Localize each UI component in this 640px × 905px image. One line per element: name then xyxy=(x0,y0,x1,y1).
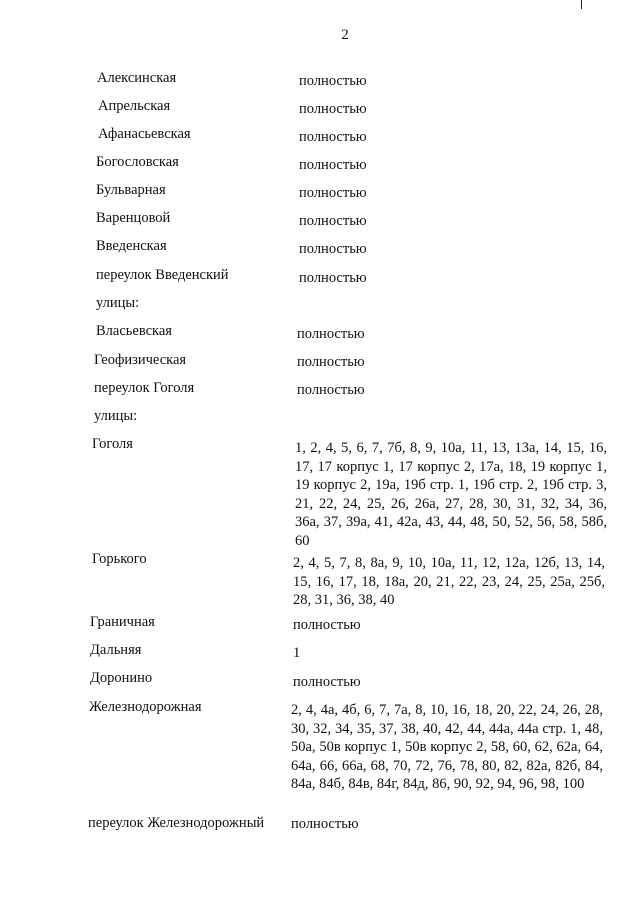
street-name: улицы: xyxy=(96,295,140,311)
street-name: Горького xyxy=(92,551,147,567)
house-numbers: полностью xyxy=(299,270,367,286)
house-numbers: 1, 2, 4, 5, 6, 7, 7б, 8, 9, 10а, 11, 13, 13а, 14, 15, 16, 17, 17 корпус 1, 17 корпус 2, 17а, 18, 19 корпус 1, 19 корпус 2, 19а, 19б стр. 1, 19б стр. 2, 19б стр. 3, 21, 22, 24, 25, 26, 26а, 27, 28, 30, 31, 32, 34, 36, 36а, 37, 39а, 41, 42а, 43, 44, 48, 50, 52, 56, 58, 58б, 60 xyxy=(295,440,607,549)
street-name: Геофизическая xyxy=(94,352,187,368)
house-numbers: полностью xyxy=(299,129,367,145)
street-name: Доронино xyxy=(90,670,153,686)
house-numbers: полностью xyxy=(299,157,367,173)
page-number: 2 xyxy=(341,27,349,43)
street-name: переулок Железнодорожный xyxy=(88,815,265,831)
street-name: Апрельская xyxy=(98,98,171,114)
street-name: переулок Введенский xyxy=(96,267,229,283)
house-numbers: полностью xyxy=(297,354,365,370)
house-numbers: полностью xyxy=(299,213,367,229)
street-name: Железнодорожная xyxy=(89,699,202,715)
house-numbers: 1 xyxy=(293,645,301,661)
house-numbers: полностью xyxy=(299,73,367,89)
street-name: Власьевская xyxy=(96,323,172,339)
house-numbers: 2, 4, 5, 7, 8, 8а, 9, 10, 10а, 11, 12, 12а, 12б, 13, 14, 15, 16, 17, 18, 18а, 20, 21, 22, 23, 24, 25, 25а, 25б, 28, 31, 36, 38, 40 xyxy=(293,555,605,609)
street-name: Богословская xyxy=(96,154,179,170)
house-numbers: полностью xyxy=(291,816,359,832)
page-edge-mark xyxy=(581,0,582,9)
house-numbers: 2, 4, 4а, 4б, 6, 7, 7а, 8, 10, 16, 18, 20, 22, 24, 26, 28, 30, 32, 34, 35, 37, 38, 40, 42, 44, 44а, 44а стр. 1, 48, 50а, 50в корпус 1, 50в корпус 2, 58, 60, 62, 62а, 64, 64а, 66, 66а, 68, 70, 72, 76, 78, 80, 82, 82а, 82б, 84, 84а, 84б, 84в, 84г, 84д, 86, 90, 92, 94, 96, 98, 100 xyxy=(291,702,603,793)
house-numbers: полностью xyxy=(293,674,361,690)
house-numbers: полностью xyxy=(299,101,367,117)
street-name: Алексинская xyxy=(97,70,177,86)
house-numbers: полностью xyxy=(299,241,367,257)
street-name: Бульварная xyxy=(96,182,166,198)
street-name: Афанасьевская xyxy=(98,126,191,142)
street-name: Введенская xyxy=(96,238,167,254)
house-numbers: полностью xyxy=(293,617,361,633)
house-numbers: полностью xyxy=(297,326,365,342)
street-name: Гоголя xyxy=(92,436,133,452)
street-name: переулок Гоголя xyxy=(94,380,195,396)
house-numbers: полностью xyxy=(297,382,365,398)
house-numbers: полностью xyxy=(299,185,367,201)
street-name: Граничная xyxy=(90,614,155,630)
street-name: Варенцовой xyxy=(96,210,171,226)
street-name: Дальняя xyxy=(90,642,142,658)
street-name: улицы: xyxy=(94,408,138,424)
